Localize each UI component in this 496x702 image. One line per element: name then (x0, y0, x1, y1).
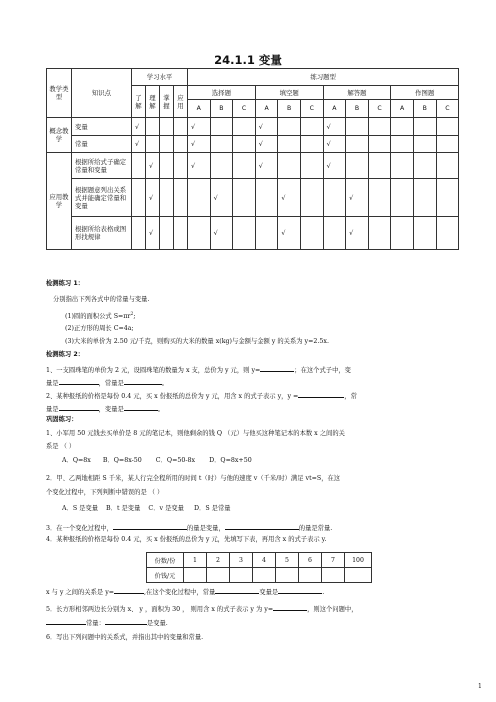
section3-q3: 3．在一个变化过程中， 的量是变量， 的量是常量. (46, 522, 460, 534)
abc-label: C (300, 100, 323, 118)
section2-q1-line2: 量是 ，常量是 。 (46, 377, 460, 389)
section1-item2: (2)正方形的周长 C=4a; (65, 325, 134, 332)
price-col: 3 (230, 553, 253, 568)
abc-label: C (436, 100, 459, 118)
section2-q2-line1: 2、某种报纸的价格是每份 0.4 元，买 x 份报纸的总价为 y 元，用含 x 的式子表示 y，y = ，常 (46, 390, 460, 402)
check-mark: √ (323, 153, 346, 179)
price-col: 7 (322, 553, 345, 568)
knowledge-cell: 根据所给式子确定常量和变量 (72, 153, 132, 179)
price-row-header: 份数/份 (147, 553, 184, 568)
abc-label: A (323, 100, 346, 118)
check-mark: √ (346, 179, 369, 217)
abc-label: B (346, 100, 369, 118)
header-study-level: 学习水平 (132, 69, 188, 86)
abc-label: A (255, 100, 278, 118)
price-row-header: 价钱/元 (147, 568, 184, 583)
check-mark: √ (255, 136, 278, 153)
price-table (146, 552, 372, 583)
check-mark: √ (278, 179, 301, 217)
section1-heading: 检测练习 1： (46, 280, 85, 287)
group-concept: 概念教学 (47, 118, 72, 153)
price-blank[interactable] (230, 568, 253, 583)
knowledge-cell: 根据所给表格或图形找规律 (72, 217, 132, 250)
price-col: 100 (345, 553, 372, 568)
price-blank[interactable] (345, 568, 372, 583)
qtype-answer: 解答题 (323, 86, 391, 100)
knowledge-table (46, 68, 459, 250)
section2-q1-line1: 1、一支圆珠笔的单价为 2 元，设圆珠笔的数量为 x 支，总价为 y 元，则 y= ；在这个式子中，变 (46, 364, 460, 376)
section3-q2-line1: 2．甲、乙两地相距 S 千米，某人行完全程所用的时间 t（时）与他的速度 v（千米/时）满足 vt=S，在这 (46, 475, 341, 482)
section3-q5-line2: 常量： 是变量. (46, 617, 460, 629)
check-mark: √ (188, 153, 211, 179)
price-blank[interactable] (322, 568, 345, 583)
section3-q2-line2: 个变化过程中，下列判断中错误的是 （ ） (46, 489, 164, 496)
level-master: 掌握 (160, 86, 174, 118)
page-number: 1 (478, 683, 482, 690)
knowledge-cell: 根据题意列出关系式并能确定常量和变量 (72, 179, 132, 217)
section3-q1-line1: 1、小军用 50 元钱去买单价是 8 元的笔记本，则他剩余的钱 Q （元）与他买这种笔记本的本数 x 之间的关 (46, 430, 345, 437)
abc-label: C (368, 100, 391, 118)
abc-label: C (233, 100, 256, 118)
price-blank[interactable] (299, 568, 322, 583)
check-mark: √ (323, 118, 346, 136)
check-mark: √ (146, 217, 160, 250)
qtype-drawing: 作图题 (391, 86, 459, 100)
check-mark: √ (255, 153, 278, 179)
check-mark: √ (210, 217, 233, 250)
check-mark: √ (146, 179, 160, 217)
level-comprehend: 理解 (146, 86, 160, 118)
header-practice-type: 练习题型 (188, 69, 459, 86)
abc-label: A (391, 100, 414, 118)
section1-item1: (1)圆的面积公式 $S=\pi r^2$; (65, 312, 136, 321)
abc-label: B (278, 100, 301, 118)
section3-heading: 巩固练习： (46, 416, 78, 423)
section1-item3: (3)大米的单价为 2.50 元/千克，则购买的大米的数量 x(kg)与金额与金额 y 的关系为 y=2.5x. (65, 338, 329, 345)
level-understand: 了解 (132, 86, 146, 118)
level-apply: 应用 (174, 86, 188, 118)
section1-intro: 分别指出下列各式中的常量与变量. (53, 296, 150, 303)
check-mark: √ (146, 153, 160, 179)
check-mark: √ (323, 136, 346, 153)
price-blank[interactable] (253, 568, 276, 583)
price-blank[interactable] (207, 568, 230, 583)
knowledge-cell: 常量 (72, 136, 132, 153)
group-application: 应用教学 (47, 153, 72, 250)
section2-q2-line2: 量是 ，变量是 。 (46, 403, 460, 415)
check-mark: √ (188, 118, 211, 136)
page-title: 24.1.1 变量 (214, 53, 282, 67)
section3-q4: 4．某种报纸的价格是每份 0.4 元，买 x 份报纸的总价为 y 元，先填写下表，再用含 x 的式子表示 y. (46, 536, 327, 543)
check-mark: √ (132, 118, 146, 136)
section3-q1-line2: 系是 （ ） (46, 443, 76, 450)
qtype-fill: 填空题 (255, 86, 323, 100)
price-col: 4 (253, 553, 276, 568)
check-mark: √ (132, 136, 146, 153)
knowledge-cell: 变量 (72, 118, 132, 136)
check-mark: √ (255, 118, 278, 136)
section3-q4-relation: x 与 y 之间的关系是 y= ,在这个变化过程中，常量 变量是 . (46, 586, 460, 598)
price-col: 2 (207, 553, 230, 568)
check-mark: √ (210, 179, 233, 217)
abc-label: A (188, 100, 211, 118)
price-col: 5 (276, 553, 299, 568)
qtype-choice: 选择题 (188, 86, 256, 100)
check-mark: √ (346, 217, 369, 250)
abc-label: B (413, 100, 436, 118)
header-knowledge: 知识点 (72, 69, 132, 118)
check-mark: √ (188, 136, 211, 153)
price-col: 6 (299, 553, 322, 568)
section3-q2-options: A．S 是变量 B．t 是变量 C．v 是变量 D．S 是常量 (62, 505, 231, 512)
section3-q5-line1: 5．长方形相邻两边长分别为 x、 y ，面积为 30 ， 则用含 x 的式子表示 y 为 y= ，则这个问题中， (46, 603, 460, 615)
price-blank[interactable] (184, 568, 207, 583)
header-type: 教学类型 (47, 69, 72, 118)
abc-label: B (210, 100, 233, 118)
price-blank[interactable] (276, 568, 299, 583)
section3-q6: 6．写出下列问题中的关系式，并指出其中的变量和常量. (46, 634, 204, 641)
section3-q1-options: A．Q=8x B．Q=8x-50 C．Q=50-8x D．Q=8x+50 (62, 457, 252, 464)
price-col: 1 (184, 553, 207, 568)
check-mark: √ (278, 217, 301, 250)
section2-heading: 检测练习 2： (46, 351, 85, 358)
